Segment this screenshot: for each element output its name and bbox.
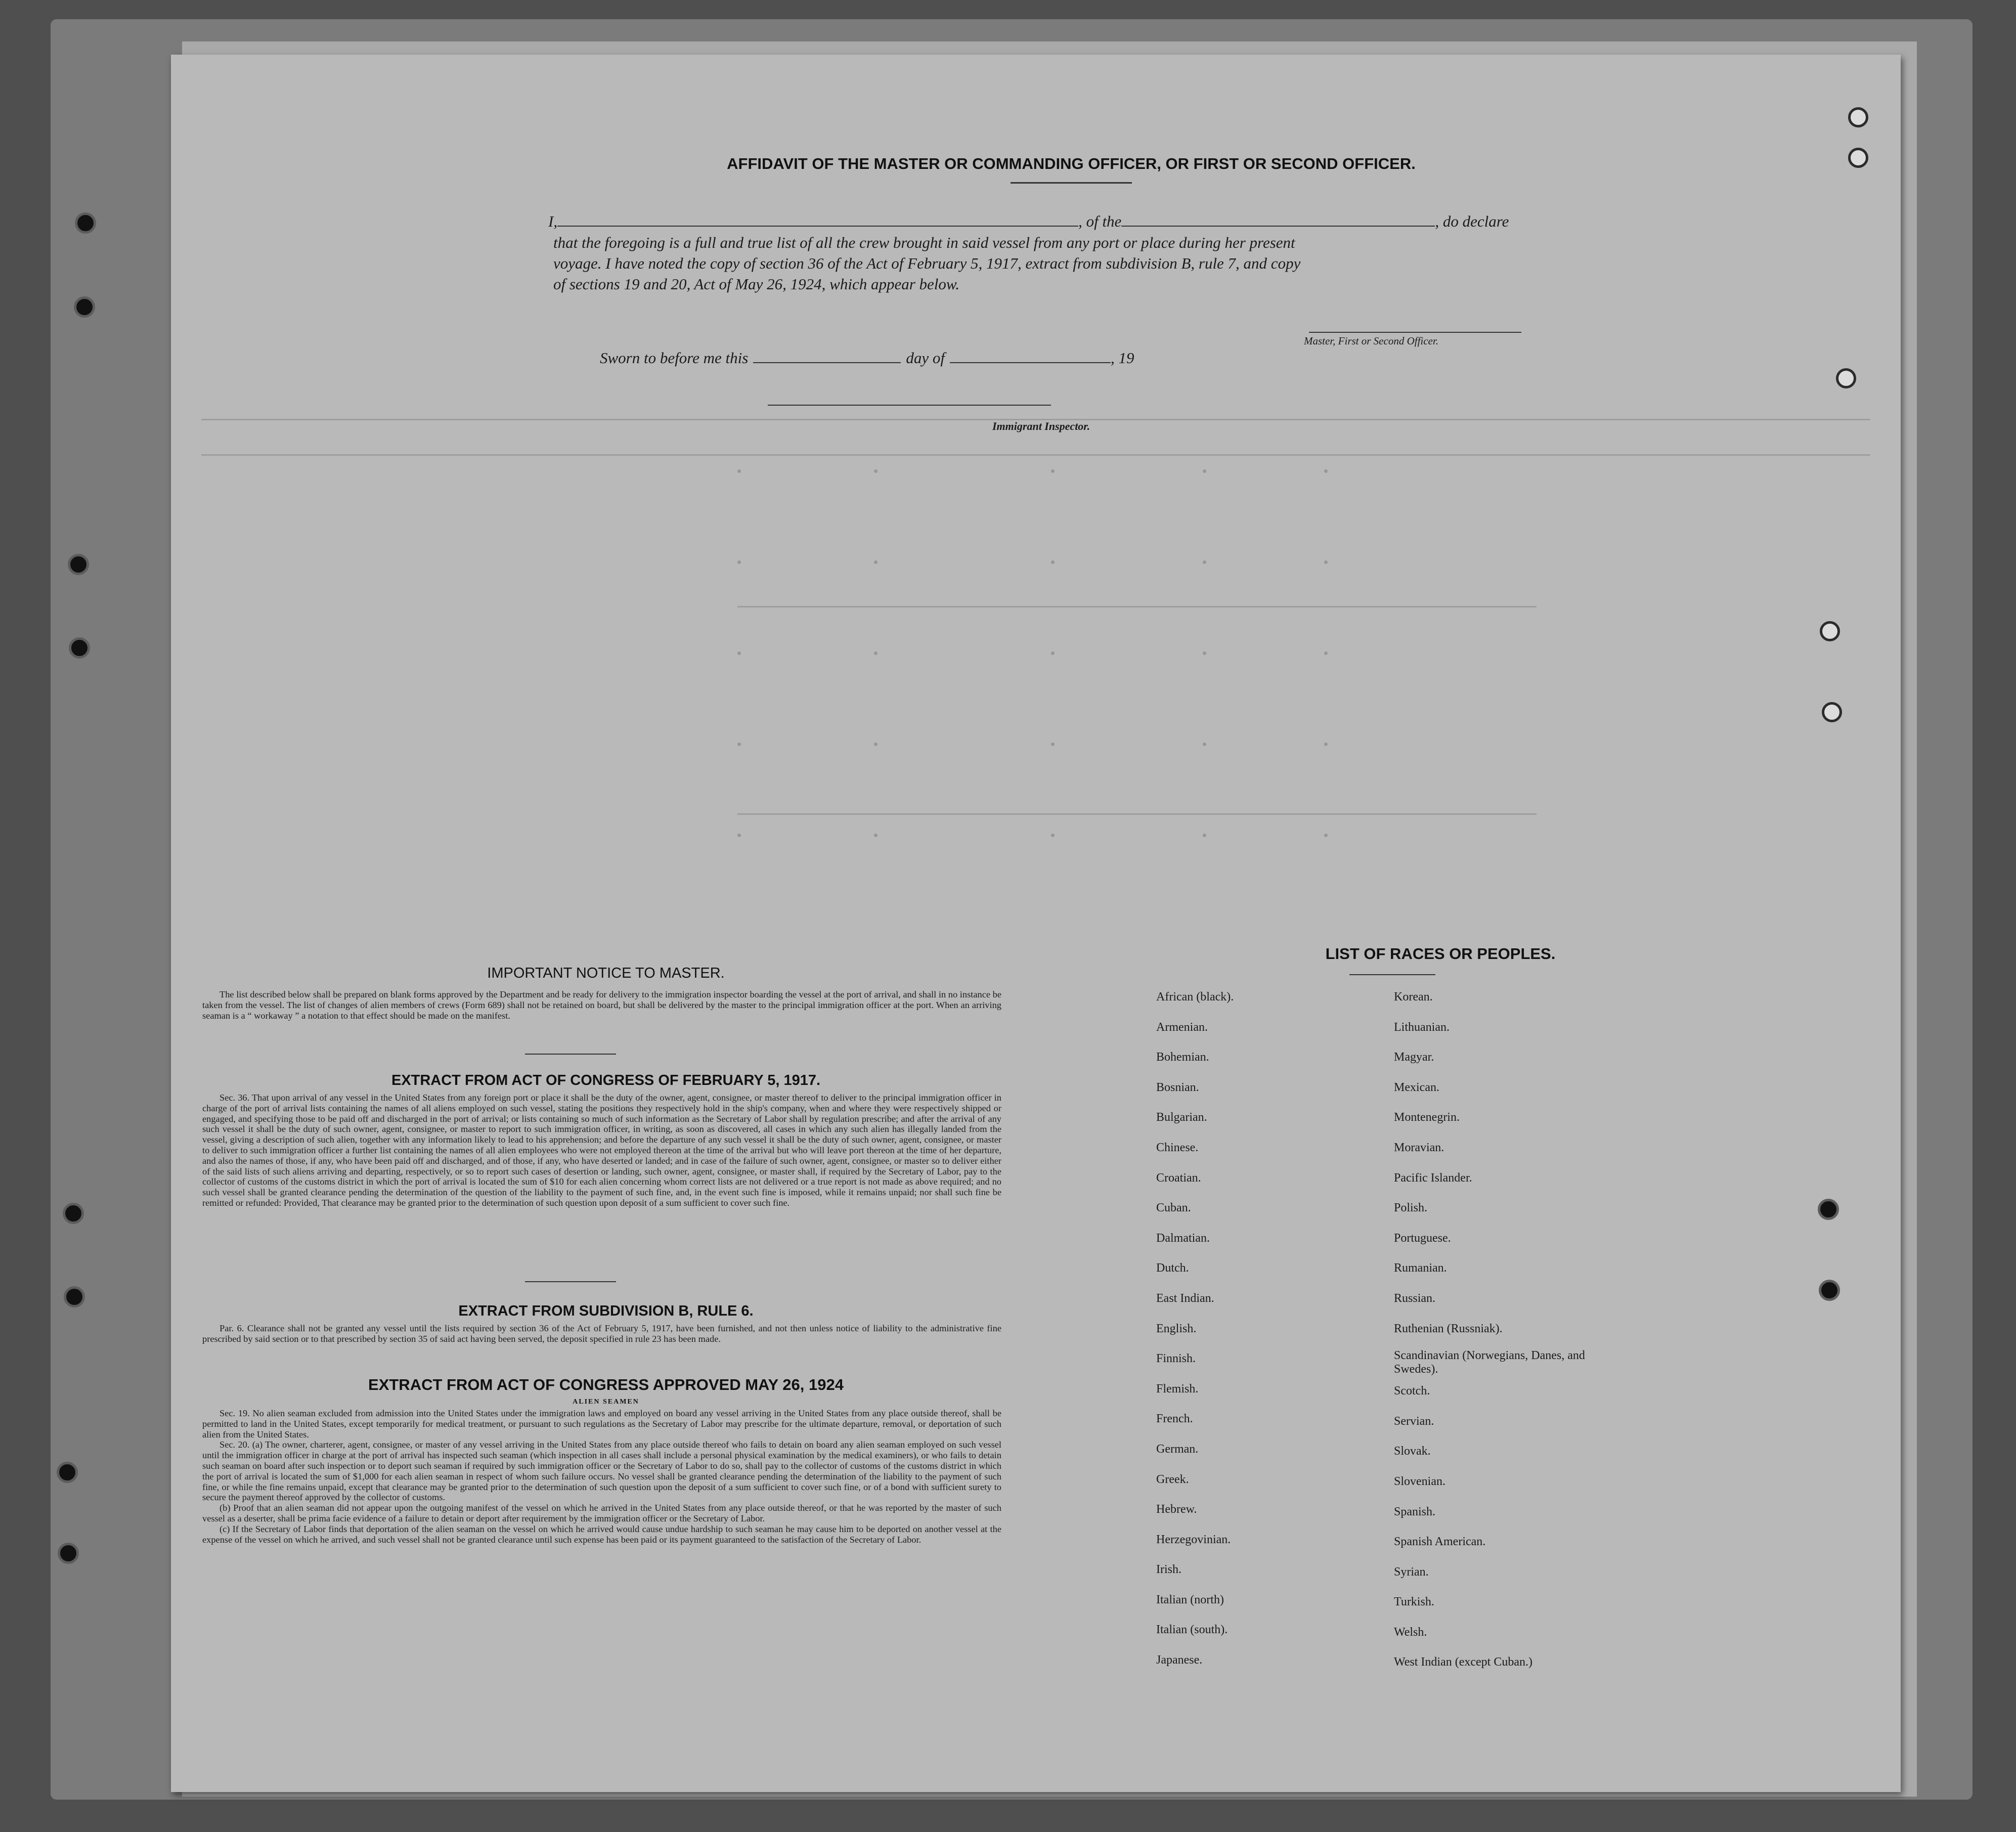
bleed-through-dot xyxy=(1203,834,1206,837)
race-item: Polish. xyxy=(1394,1201,1428,1215)
race-item: Spanish. xyxy=(1394,1505,1436,1518)
race-item: Russian. xyxy=(1394,1291,1436,1305)
race-item: Scotch. xyxy=(1394,1384,1430,1398)
vessel-blank xyxy=(1121,226,1435,227)
race-item: Bosnian. xyxy=(1156,1080,1199,1094)
race-item: Moravian. xyxy=(1394,1141,1444,1154)
binder-hole xyxy=(1819,1280,1840,1301)
race-item: Greek. xyxy=(1156,1472,1189,1486)
race-item: Cuban. xyxy=(1156,1201,1191,1215)
notice-paragraph xyxy=(202,989,1001,1021)
race-item: Japanese. xyxy=(1156,1653,1203,1667)
races-title: LIST OF RACES OR PEOPLES. xyxy=(1325,945,1556,963)
title-rule xyxy=(1011,182,1132,184)
race-item: Flemish. xyxy=(1156,1382,1199,1395)
race-item: Magyar. xyxy=(1394,1051,1434,1064)
race-item: German. xyxy=(1156,1442,1199,1456)
race-item: Croatian. xyxy=(1156,1171,1201,1185)
rule-6-paragraph xyxy=(202,1323,1001,1344)
bleed-through-dot xyxy=(1051,743,1055,746)
notice-text: The list described below shall be prepared on blank forms approved by the Department and be ready for delivery to the immigration inspector boarding the vessel at the port of arrival, and shall in no instance be taken from the vessel. The list of changes of alien members of crews (Form 689) shall not be retained on board, but shall be delivered by the master to the principal immigration officer at the port. When an arriving seaman is a “ workaway ” a notation to that effect should be made on the manifest. xyxy=(202,989,1001,1021)
affidavit-text-line: that the foregoing is a full and true list of all the crew brought in said vessel from any port or place during her present xyxy=(553,234,1295,251)
race-item: Italian (north) xyxy=(1156,1593,1224,1606)
races-left-column xyxy=(1156,982,1323,1676)
race-item: Lithuanian. xyxy=(1394,1020,1450,1034)
race-item: French. xyxy=(1156,1412,1193,1426)
binder-ring-hole xyxy=(1820,621,1840,641)
affidavit-text-line: voyage. I have noted the copy of section 36 of the Act of February 5, 1917, extract from subdivision B, rule 7, and copy xyxy=(553,254,1301,272)
sec-20a-text: Sec. 20. (a) The owner, charterer, agent, consignee, or master of any vessel arriving in the United States from any place outside thereof who fails to detain on board any alien seaman employed on such vessel until the immigration officer in charge at the port of arrival has inspected such seaman (which inspection in all cases shall include a personal physical examination by the medical examiners), or who fails to detain such seaman on board after such inspection or to deport such seaman if required by such immigration officer or the Secretary of Labor to do so, shall pay to the collector of customs of the customs district in which the port of arrival is located the sum of $1,000 for each alien seaman in respect of whom such failure occurs. No vessel shall be granted clearance pending the determination of the liability to the payment of such fine, or while the fine remains unpaid, except that clearance may be granted prior to the determination of such question upon the deposit of a sum sufficient to cover such fine, or of a bond with sufficient surety to secure the payment thereof approved by the collector of customs. xyxy=(202,1440,1001,1503)
rule-6-title: EXTRACT FROM SUBDIVISION B, RULE 6. xyxy=(458,1303,754,1319)
master-signature-label: Master, First or Second Officer. xyxy=(1304,335,1438,347)
bleed-through-dot xyxy=(1203,743,1206,746)
binder-hole xyxy=(75,212,96,234)
race-item: Mexican. xyxy=(1394,1080,1439,1094)
notice-title: IMPORTANT NOTICE TO MASTER. xyxy=(487,965,725,981)
bleed-through-dot xyxy=(1324,469,1328,473)
sec-20c-text: (c) If the Secretary of Labor finds that deportation of the alien seaman on the vessel on which he arrived would cause undue hardship to such seaman he may cause him to be deported on another vessel at the expense of the vessel on which he arrived, and such vessel shall not be granted clearance until such expense has been paid or its payment guaranteed to the satisfaction of the Secretary of Labor. xyxy=(202,1523,1001,1545)
bleed-through-rule xyxy=(737,813,1537,815)
affidavit-title: AFFIDAVIT OF THE MASTER OR COMMANDING OFFICER, OR FIRST OR SECOND OFFICER. xyxy=(727,155,1416,172)
bleed-through-dot xyxy=(1203,469,1206,473)
bleed-through-dot xyxy=(737,651,741,655)
race-item: Korean. xyxy=(1394,990,1433,1004)
bleed-through-dot xyxy=(874,560,878,564)
sec-36-text: Sec. 36. That upon arrival of any vessel in the United States from any foreign port or place it shall be the duty of the owner, agent, consignee, or master thereof to deliver to the principal immigration officer in charge of the port of arrival lists containing the names of all aliens employed on such vessel, stating the positions they respectively hold in the ship's company, when and where they were respectively shipped or engaged, and specifying those to be paid off and discharged in the port of arrival; or lists containing so much of such information as the Secretary of Labor shall by regulation prescribe; and after the arrival of any such vessel it shall be the duty of such owner, agent, consignee, or master to report to such immigration officer, in writing, as soon as discovered, all cases in which any such alien has illegally landed from the vessel, giving a description of such alien, together with any information likely to lead to his apprehension; and before the departure of any such vessel it shall be the duty of such owner, agent, consignee, or master to deliver to such immigration officer a further list containing the names of all alien employees who were not employed thereon at the time of the arrival but who will leave port thereon at the time of her departure, and also the names of those, if any, who have been paid off and discharged, and of those, if any, who have deserted or landed; and in case of the failure of such owner, agent, consignee, or master so to deliver either of the said lists of such aliens arriving and departing, respectively, or so to report such cases of desertion or landing, such owner, agent, consignee, or master shall, if required by the Secretary of Labor, pay to the collector of customs of the customs district in which the port of arrival is located the sum of $10 for each alien concerning whom correct lists are not delivered or a true report is not made as above required; and no such vessel shall be granted clearance pending the determination of the question of the liability to the payment of such fine, and, in the event such fine is imposed, while it remains unpaid; nor shall such fine be remitted or refunded: Provided, That clearance may be granted prior to the determination of such question upon deposit of a sum sufficient to cover such fine. xyxy=(202,1093,1001,1208)
bleed-through-rule xyxy=(737,606,1537,607)
do-declare-label: , do declare xyxy=(1435,212,1509,230)
par-6-text: Par. 6. Clearance shall not be granted any vessel until the lists required by section 36 of the Act of February 5, 1917, have been furnished, and not then unless notice of liability to the administrative fine prescribed by said section or to that prescribed by section 35 of said act having been served, the deposit specified in rule 23 has been made. xyxy=(202,1323,1001,1344)
binder-hole xyxy=(69,637,90,659)
bleed-through-dot xyxy=(1324,651,1328,655)
race-item: African (black). xyxy=(1156,990,1234,1004)
declarant-prefix: I, xyxy=(548,212,558,230)
bleed-through-dot xyxy=(737,469,741,473)
name-blank xyxy=(557,226,1078,227)
bleed-through-dot xyxy=(1324,743,1328,746)
races-right-column xyxy=(1394,982,1596,1678)
sec-20b-text: (b) Proof that an alien seaman did not appear upon the outgoing manifest of the vessel on which he arrived in the United States from any place outside thereof, or that he was reported by the master of such vessel as a deserter, shall be prima facie evidence of a failure to detain or deport after requirement by the immigration officer or the Secretary of Labor. xyxy=(202,1503,1001,1523)
binder-hole xyxy=(1818,1199,1839,1220)
race-item: Dalmatian. xyxy=(1156,1231,1210,1245)
bleed-through-dot xyxy=(1203,651,1206,655)
alien-seamen-subtitle: ALIEN SEAMEN xyxy=(573,1398,639,1406)
race-item: Portuguese. xyxy=(1394,1231,1451,1245)
binder-hole xyxy=(68,554,89,575)
bleed-through-dot xyxy=(874,651,878,655)
act-1924-title: EXTRACT FROM ACT OF CONGRESS APPROVED MAY 26, 1924 xyxy=(368,1376,844,1393)
bleed-through-dot xyxy=(1051,651,1055,655)
binder-hole xyxy=(64,1286,85,1307)
binder-hole xyxy=(57,1462,78,1483)
master-signature-line xyxy=(1309,332,1521,333)
binder-ring-hole xyxy=(1848,148,1868,168)
races-title-rule xyxy=(1349,974,1435,975)
act-1917-paragraph xyxy=(202,1093,1001,1208)
day-of-label: day of xyxy=(906,349,945,367)
bleed-through-dot xyxy=(1324,834,1328,837)
sworn-month-blank xyxy=(950,362,1111,363)
race-item: Welsh. xyxy=(1394,1625,1427,1639)
race-item: Syrian. xyxy=(1394,1565,1429,1579)
binder-ring-hole xyxy=(1822,702,1842,722)
bleed-through-dot xyxy=(737,560,741,564)
binder-hole xyxy=(58,1543,79,1564)
bleed-through-dot xyxy=(1051,834,1055,837)
sworn-label: Sworn to before me this xyxy=(600,349,749,367)
race-item: West Indian (except Cuban.) xyxy=(1394,1655,1532,1669)
section-rule xyxy=(525,1281,616,1282)
race-item: Chinese. xyxy=(1156,1141,1199,1154)
sworn-day-blank xyxy=(753,362,901,363)
race-item: Montenegrin. xyxy=(1394,1111,1460,1124)
bleed-through-dot xyxy=(1051,469,1055,473)
race-item: Finnish. xyxy=(1156,1352,1196,1366)
race-item: Spanish American. xyxy=(1394,1535,1486,1549)
bleed-through-dot xyxy=(737,743,741,746)
bleed-through-dot xyxy=(874,834,878,837)
race-item: Slovenian. xyxy=(1394,1474,1445,1488)
affidavit-sheet xyxy=(171,55,1901,1792)
section-rule xyxy=(525,1054,616,1055)
act-1924-paragraph xyxy=(202,1408,1001,1545)
bleed-through-dot xyxy=(737,834,741,837)
binder-hole xyxy=(63,1203,84,1224)
inspector-signature-label: Immigrant Inspector. xyxy=(992,420,1090,432)
sec-19-text: Sec. 19. No alien seaman excluded from admission into the United States under the immigration laws and employed on board any vessel arriving in the United States from any place outside thereof, shall be permitted to land in the United States, except temporarily for medical treatment, or pursuant to such regulations as the Secretary of Labor may prescribe for the ultimate departure, removal, or deportation of such alien from the United States. xyxy=(202,1408,1001,1440)
race-item: Dutch. xyxy=(1156,1261,1189,1275)
race-item: Pacific Islander. xyxy=(1394,1171,1472,1185)
bleed-through-dot xyxy=(1203,560,1206,564)
race-item: East Indian. xyxy=(1156,1291,1214,1305)
race-item: Hebrew. xyxy=(1156,1503,1197,1516)
race-item: Servian. xyxy=(1394,1414,1434,1428)
race-item: Bulgarian. xyxy=(1156,1111,1207,1124)
race-item: Scandinavian (Norwegians, Danes, and Swedes). xyxy=(1394,1349,1585,1376)
inspector-signature-line xyxy=(768,405,1051,406)
race-item: Ruthenian (Russniak). xyxy=(1394,1322,1503,1335)
race-item: Rumanian. xyxy=(1394,1261,1447,1275)
affidavit-text-line: of sections 19 and 20, Act of May 26, 1924, which appear below. xyxy=(553,275,960,293)
bleed-through-dot xyxy=(874,469,878,473)
of-the-label: , of the xyxy=(1078,212,1122,230)
race-item: Irish. xyxy=(1156,1563,1181,1577)
race-item: Slovak. xyxy=(1394,1445,1431,1458)
race-item: Armenian. xyxy=(1156,1020,1208,1034)
sworn-line xyxy=(600,349,1134,367)
bleed-through-rule xyxy=(201,454,1870,456)
race-item: Herzegovinian. xyxy=(1156,1533,1231,1546)
binder-ring-hole xyxy=(1848,107,1868,127)
affidavit-declaration-line xyxy=(548,212,1509,231)
race-item: Italian (south). xyxy=(1156,1623,1228,1637)
year-prefix: , 19 xyxy=(1110,349,1134,367)
bleed-through-dot xyxy=(1051,560,1055,564)
bleed-through-dot xyxy=(874,743,878,746)
race-item: English. xyxy=(1156,1322,1197,1335)
binder-hole xyxy=(74,296,95,318)
act-1917-title: EXTRACT FROM ACT OF CONGRESS OF FEBRUARY 5, 1917. xyxy=(391,1072,821,1088)
binder-ring-hole xyxy=(1836,368,1856,388)
bleed-through-dot xyxy=(1324,560,1328,564)
race-item: Turkish. xyxy=(1394,1595,1434,1609)
race-item: Bohemian. xyxy=(1156,1051,1209,1064)
